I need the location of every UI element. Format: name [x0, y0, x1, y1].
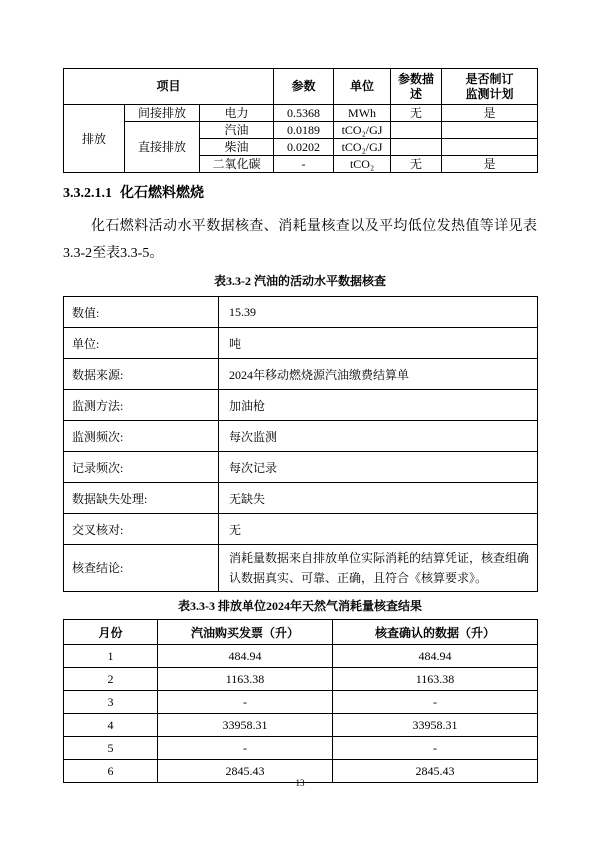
section-heading — [63, 184, 537, 204]
cell-month: 1 — [64, 645, 158, 668]
cell-month: 2 — [64, 668, 158, 691]
cell-plan — [442, 122, 538, 139]
row-label: 核查结论: — [64, 545, 219, 592]
table-row — [64, 483, 538, 514]
cell-month: 3 — [64, 691, 158, 714]
row-value: 每次监测 — [219, 421, 538, 452]
table-header-row — [64, 69, 538, 105]
row-label: 监测频次: — [64, 421, 219, 452]
cell-invoice: - — [158, 691, 333, 714]
monitoring-params-table — [63, 68, 538, 173]
row-label: 数据来源: — [64, 359, 219, 390]
cell-param: - — [274, 156, 334, 173]
row-label: 单位: — [64, 328, 219, 359]
cell-unit: tCO₂/GJ — [334, 122, 391, 139]
table-row — [64, 359, 538, 390]
table-caption-3-3-2: 表3.3-2 汽油的活动水平数据核查 — [214, 274, 386, 288]
cell-name: 电力 — [200, 105, 274, 122]
header-verified: 核查确认的数据（升） — [333, 620, 538, 645]
monthly-consumption-table — [63, 619, 538, 783]
row-value: 无缺失 — [219, 483, 538, 514]
cell-subgroup: 直接排放 — [125, 122, 200, 173]
cell-invoice: 484.94 — [158, 645, 333, 668]
header-invoice: 汽油购买发票（升） — [158, 620, 333, 645]
cell-unit: MWh — [334, 105, 391, 122]
cell-unit: tCO₂ — [334, 156, 391, 173]
cell-subgroup: 间接排放 — [125, 105, 200, 122]
table-row — [64, 390, 538, 421]
table-header-row — [64, 620, 538, 645]
row-value: 2024年移动燃烧源汽油缴费结算单 — [219, 359, 538, 390]
cell-invoice: 1163.38 — [158, 668, 333, 691]
row-value: 消耗量数据来自排放单位实际消耗的结算凭证，核查组确认数据真实、可靠、正确，且符合《核算要求》。 — [219, 545, 538, 592]
cell-verified: 2845.43 — [333, 760, 538, 783]
cell-desc: 无 — [391, 105, 442, 122]
page-number: 13 — [295, 778, 305, 788]
row-label: 交叉核对: — [64, 514, 219, 545]
row-value: 吨 — [219, 328, 538, 359]
table-row — [64, 452, 538, 483]
cell-verified: - — [333, 737, 538, 760]
table-row — [64, 421, 538, 452]
row-value: 每次记录 — [219, 452, 538, 483]
cell-invoice: 2845.43 — [158, 760, 333, 783]
body-paragraph: 化石燃料活动水平数据核查、消耗量核查以及平均低位发热值等详见表3.3-2至表3.3-5。 — [63, 219, 537, 261]
table-row — [64, 691, 538, 714]
table-row — [64, 297, 538, 328]
table-row — [64, 514, 538, 545]
table-row — [64, 105, 538, 122]
cell-name: 汽油 — [200, 122, 274, 139]
row-value: 无 — [219, 514, 538, 545]
cell-verified: 484.94 — [333, 645, 538, 668]
row-label: 监测方法: — [64, 390, 219, 421]
table-row — [64, 122, 538, 139]
table-row — [64, 545, 538, 592]
cell-plan: 是 — [442, 156, 538, 173]
cell-plan — [442, 139, 538, 156]
header-param-desc: 参数描述 — [391, 69, 442, 105]
cell-name: 柴油 — [200, 139, 274, 156]
cell-group: 排放 — [64, 105, 125, 173]
cell-param: 0.5368 — [274, 105, 334, 122]
row-label: 记录频次: — [64, 452, 219, 483]
table-row — [64, 668, 538, 691]
cell-verified: - — [333, 691, 538, 714]
cell-unit: tCO₂/GJ — [334, 139, 391, 156]
cell-verified: 1163.38 — [333, 668, 538, 691]
page-content — [63, 0, 537, 783]
row-value: 15.39 — [219, 297, 538, 328]
activity-data-table — [63, 296, 538, 592]
cell-desc: 无 — [391, 156, 442, 173]
cell-month: 6 — [64, 760, 158, 783]
cell-invoice: - — [158, 737, 333, 760]
table-row — [64, 737, 538, 760]
section-number: 3.3.2.1.1 — [63, 186, 112, 201]
table-row — [64, 714, 538, 737]
header-month: 月份 — [64, 620, 158, 645]
cell-invoice: 33958.31 — [158, 714, 333, 737]
cell-desc — [391, 122, 442, 139]
header-plan: 是否制订监测计划 — [442, 69, 538, 105]
cell-param: 0.0189 — [274, 122, 334, 139]
row-label: 数值: — [64, 297, 219, 328]
cell-verified: 33958.31 — [333, 714, 538, 737]
cell-plan: 是 — [442, 105, 538, 122]
table-caption-3-3-3: 表3.3-3 排放单位2024年天然气消耗量核查结果 — [178, 599, 422, 613]
cell-param: 0.0202 — [274, 139, 334, 156]
cell-name: 二氧化碳 — [200, 156, 274, 173]
cell-month: 4 — [64, 714, 158, 737]
row-value: 加油枪 — [219, 390, 538, 421]
header-unit: 单位 — [334, 69, 391, 105]
table-row — [64, 328, 538, 359]
header-item: 项目 — [64, 69, 274, 105]
cell-month: 5 — [64, 737, 158, 760]
row-label: 数据缺失处理: — [64, 483, 219, 514]
cell-desc — [391, 139, 442, 156]
table-row — [64, 645, 538, 668]
section-title: 化石燃料燃烧 — [120, 186, 204, 201]
header-param: 参数 — [274, 69, 334, 105]
